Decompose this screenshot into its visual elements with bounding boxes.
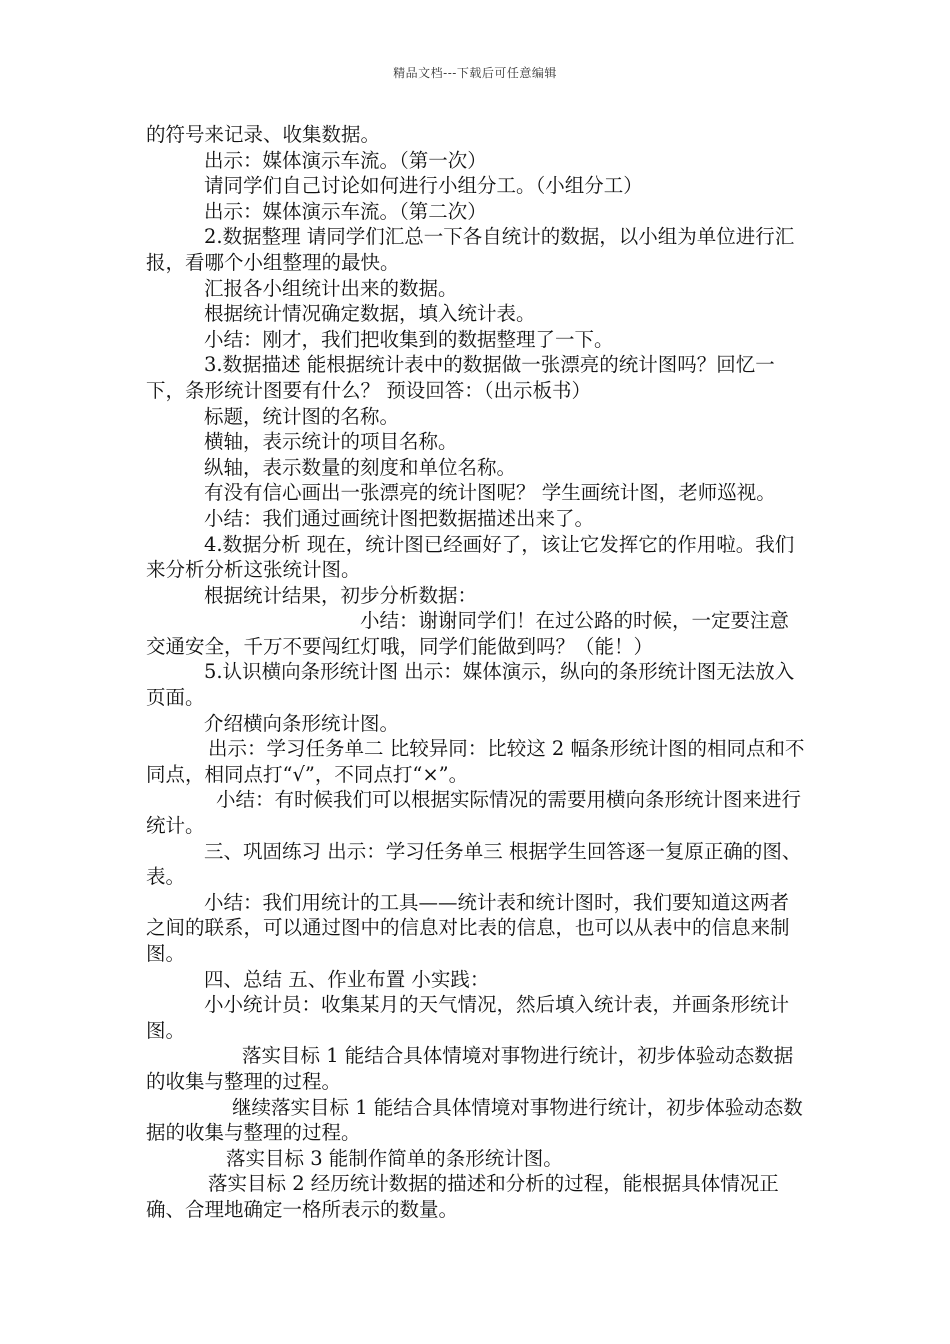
- paragraph: 纵轴，表示数量的刻度和单位名称。: [204, 455, 517, 479]
- paragraph: 继续落实目标 1 能结合具体情境对事物进行统计，初步体验动态数据的收集与整理的过程。: [146, 1095, 803, 1145]
- paragraph: 小结：我们用统计的工具——统计表和统计图时，我们要知道这两者之间的联系，可以通过图中的信息对比表的信息，也可以从表中的信息来制图。: [146, 890, 790, 965]
- paragraph: 四、总结 五、作业布置 小实践：: [204, 967, 490, 991]
- paragraph: 请同学们自己讨论如何进行小组分工。（小组分工）: [204, 174, 643, 198]
- paragraph: 落实目标 3 能制作简单的条形统计图。: [226, 1146, 563, 1170]
- paragraph: 小结：有时候我们可以根据实际情况的需要用横向条形统计图来进行统计。: [146, 788, 802, 838]
- paragraph: 小结：谢谢同学们！在过公路的时候，一定要注意交通安全，千万不要闯红灯哦，同学们能做到吗？（能！）: [146, 609, 790, 658]
- paragraph: 4.数据分析 现在，统计图已经画好了，该让它发挥它的作用啦。我们来分析分析这张统计图。: [146, 532, 795, 582]
- paragraph: 三、巩固练习 出示：学习任务单三 根据学生回答逐一复原正确的图、表。: [146, 839, 802, 889]
- paragraph: 汇报各小组统计出来的数据。: [204, 276, 458, 300]
- paragraph: 根据统计结果，初步分析数据：: [204, 583, 478, 607]
- paragraph: 出示：媒体演示车流。（第二次）: [204, 199, 487, 223]
- paragraph: 小结：刚才，我们把收集到的数据整理了一下。: [204, 327, 614, 351]
- paragraph: 出示：学习任务单二 比较异同：比较这 2 幅条形统计图的相同点和不同点，相同点打“√”，不同点打“×”。: [146, 737, 805, 786]
- paragraph: 根据统计情况确定数据，填入统计表。: [204, 302, 536, 326]
- page-header: 精品文档---下载后可任意编辑: [393, 66, 557, 80]
- paragraph: 5.认识横向条形统计图 出示：媒体演示，纵向的条形统计图无法放入页面。: [146, 660, 795, 710]
- paragraph: 出示：媒体演示车流。（第一次）: [204, 148, 487, 172]
- paragraph: 横轴，表示统计的项目名称。: [204, 430, 458, 454]
- paragraph: 有没有信心画出一张漂亮的统计图呢？ 学生画统计图，老师巡视。: [204, 481, 776, 505]
- paragraph: 的符号来记录、收集数据。: [146, 123, 381, 146]
- paragraph: 落实目标 2 经历统计数据的描述和分析的过程，能根据具体情况正确、合理地确定一格所表示的数量。: [146, 1172, 779, 1221]
- paragraph: 介绍横向条形统计图。: [204, 711, 400, 735]
- paragraph: 标题，统计图的名称。: [204, 404, 400, 428]
- paragraph: 小结：我们通过画统计图把数据描述出来了。: [204, 506, 595, 530]
- paragraph: 落实目标 1 能结合具体情境对事物进行统计，初步体验动态数据的收集与整理的过程。: [146, 1044, 794, 1093]
- document-body: [146, 122, 806, 1223]
- paragraph: 小小统计员：收集某月的天气情况，然后填入统计表，并画条形统计图。: [146, 993, 790, 1042]
- paragraph: 3.数据描述 能根据统计表中的数据做一张漂亮的统计图吗？回忆一下，条形统计图要有什么？ 预设回答：（出示板书）: [146, 353, 775, 402]
- paragraph: 2.数据整理 请同学们汇总一下各自统计的数据，以小组为单位进行汇报，看哪个小组整理的最快。: [146, 225, 795, 274]
